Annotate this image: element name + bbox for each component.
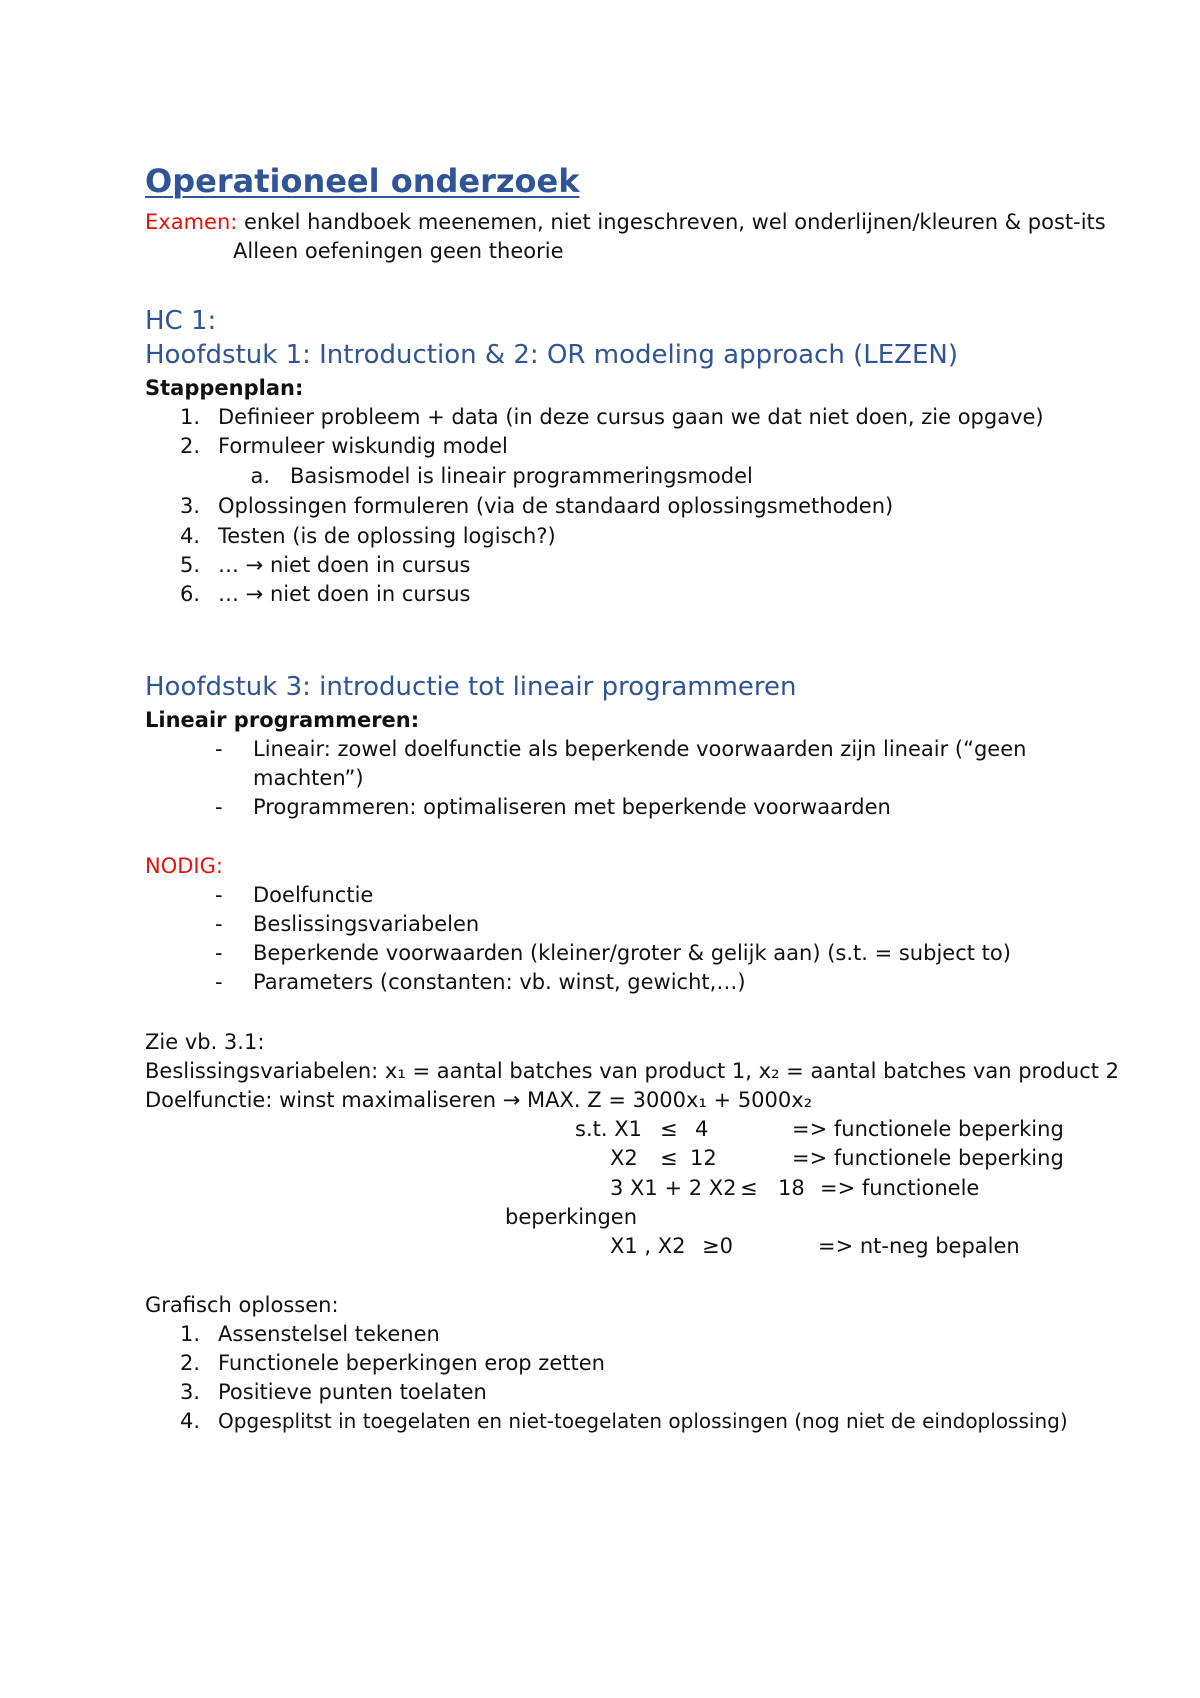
exam-line-2: Alleen oefeningen geen theorie bbox=[233, 239, 564, 263]
page-title: Operationeel onderzoek bbox=[145, 162, 580, 200]
objective-function: Doelfunctie: winst maximaliseren → MAX. Z = 3000x₁ + 5000x₂ bbox=[145, 1088, 813, 1112]
exam-label: Examen: bbox=[145, 210, 238, 234]
constraint-row: 3 X1 + 2 X2 ≤ 18 => functionele bbox=[610, 1176, 980, 1200]
exam-line-1: enkel handboek meenemen, niet ingeschreven, wel onderlijnen/kleuren & post-its bbox=[237, 210, 1106, 234]
constraint-row: X2 ≤ 12 => functionele beperking bbox=[610, 1146, 1064, 1170]
lp-label: Lineair programmeren: bbox=[145, 708, 420, 732]
decision-variables: Beslissingsvariabelen: x₁ = aantal batches van product 1, x₂ = aantal batches van product 2 bbox=[145, 1059, 1120, 1083]
constraint-row: s.t. X1 ≤ 4 => functionele beperking bbox=[575, 1117, 1064, 1141]
chapter-3-heading: Hoofdstuk 3: introductie tot lineair programmeren bbox=[145, 672, 797, 702]
example-ref: Zie vb. 3.1: bbox=[145, 1030, 265, 1054]
hc1-heading: HC 1: bbox=[145, 306, 217, 336]
lp-item-continued: machten”) bbox=[253, 766, 364, 790]
chapter-1-heading: Hoofdstuk 1: Introduction & 2: OR modeling approach (LEZEN) bbox=[145, 340, 958, 370]
constraint-row: X1 , X2 ≥0 => nt-neg bepalen bbox=[610, 1234, 1020, 1258]
exam-note bbox=[145, 208, 1106, 236]
graphic-label: Grafisch oplossen: bbox=[145, 1293, 339, 1317]
constraint-wrap: beperkingen bbox=[505, 1205, 637, 1229]
plan-label: Stappenplan: bbox=[145, 376, 304, 400]
nodig-label: NODIG: bbox=[145, 854, 223, 878]
document-page: Operationeel onderzoek Examen: enkel handboek meenemen, niet ingeschreven, wel onderlijnen/kleuren & post-its Alleen oefeningen geen theorie HC 1: Hoofdstuk 1: Introduction & 2: OR modeling approach (LEZEN) Stappenplan: 1. Definieer probleem + data (in deze cursus gaan we dat niet doen, zie opgave) 2. Formuleer wiskundig model a. Basismodel is lineair programmeringsmodel 3. Oplossingen formuleren (via de standaard oplossingsmethoden) 4. Testen (is de oplossing logisch?) 5. … → niet doen in cursus 6. … → niet doen in cursus Hoofdstuk 3: introductie tot lineair programmeren Lineair programmeren: - Lineair: zowel doelfunctie als beperkende voorwaarden zijn lineair (“geen machten”) - Programmeren: optimaliseren met beperkende voorwaarden NODIG: - Doelfunctie - Beslissingsvariabelen - Beperkende voorwaarden (kleiner/groter & gelijk aan) (s.t. = subject to) - Parameters (constanten: vb. winst, gewicht,…) Zie vb. 3.1: Beslissingsvariabelen: x₁ = aantal batches van product 1, x₂ = aantal batches van product 2 Doelfunctie: winst maximaliseren → MAX. Z = 3000x₁ + 5000x₂ s.t. X1 ≤ 4 => functionele beperking X2 ≤ 12 => functionele beperking 3 X1 + 2 X2 ≤ 18 => functionele beperkingen X1 , X2 ≥0 => nt-neg bepalen Grafisch oplossen: 1. Assenstelsel tekenen 2. Functionele beperkingen erop zetten 3. Positieve punten toelaten 4. Opgesplitst in toegelaten en niet-toegelaten oplossingen (nog niet de eindoplossing) bbox=[0, 0, 1200, 1698]
